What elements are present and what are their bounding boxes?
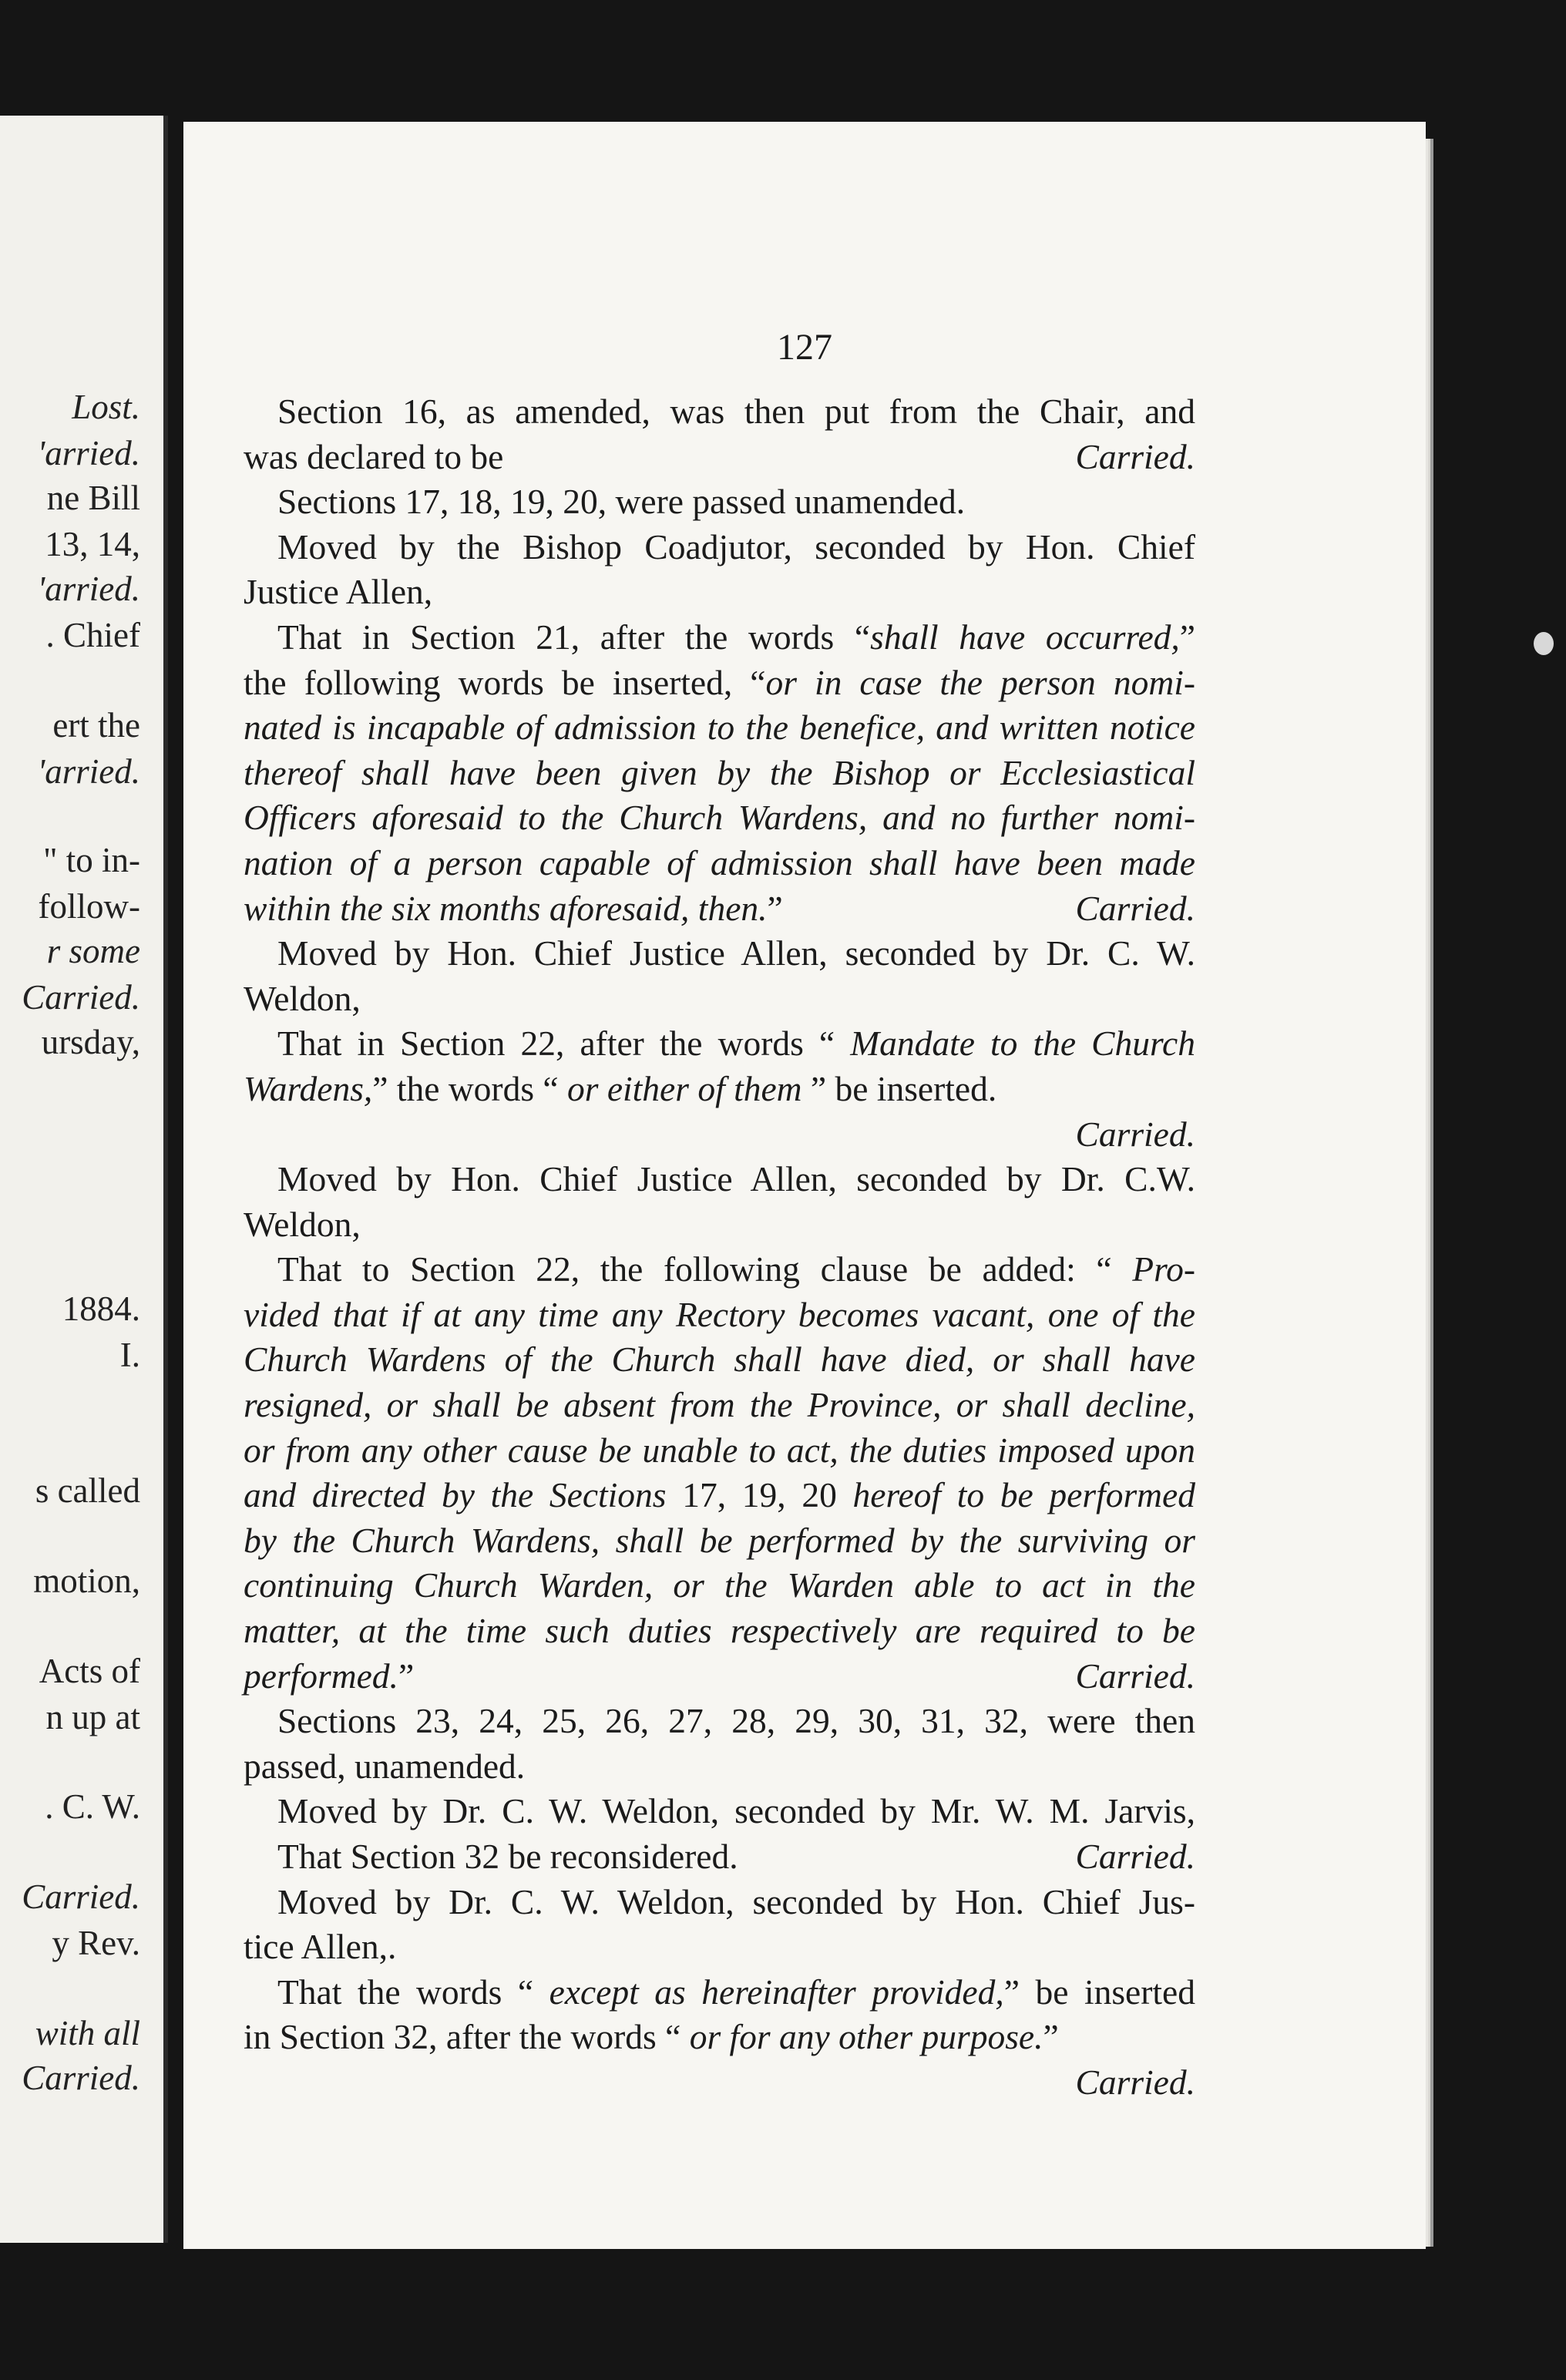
text-run: Sections 17, 18, 19, 20, were passed unamended. [277, 482, 966, 522]
text-run: Justice Allen, [244, 572, 433, 612]
facing-page [0, 116, 168, 2243]
scan-speck [1534, 632, 1554, 655]
text-line [244, 1157, 1195, 1202]
quoted-text: or from any other cause be unable to act, the duties imposed upon [244, 1430, 1195, 1470]
carried-label: Carried. [1075, 436, 1195, 476]
facing-page-line: " to in- [43, 841, 140, 879]
page-body [244, 389, 1195, 2106]
facing-page-line: ursday, [41, 1023, 140, 1061]
quoted-text: hereof to be performed [836, 1475, 1195, 1515]
text-line [244, 1383, 1195, 1428]
facing-page-line: Carried. [22, 1877, 140, 1916]
text-line [244, 615, 1195, 661]
facing-page-line: s called [35, 1471, 140, 1510]
text-run: Moved by Dr. C. W. Weldon, seconded by Mr. W. M. Jarvis, [277, 1791, 1195, 1831]
quoted-text: or either of them [566, 1068, 802, 1108]
text-run: Weldon, [244, 1204, 361, 1244]
text-line [244, 841, 1195, 886]
carried-label: Carried. [1075, 2062, 1195, 2102]
facing-page-line: ert the [52, 706, 140, 745]
text-run: ” [1179, 617, 1195, 657]
text-line [244, 705, 1195, 751]
facing-page-line: Lost. [72, 388, 140, 426]
text-run: the following words be inserted, “ [244, 662, 766, 702]
quoted-text: nation of a person capable of admission shall have been made [244, 842, 1195, 882]
text-run: passed, unamended. [244, 1746, 526, 1786]
text-line [244, 931, 1195, 977]
text-line [244, 751, 1195, 796]
text-line [244, 1970, 1195, 2015]
facing-page-line: 13, 14, [45, 525, 140, 563]
text-run: That to Section 22, the following clause be added: “ [277, 1249, 1133, 1289]
text-run: That Section 32 be reconsidered. [277, 1837, 738, 1876]
quoted-text: vided that if at any time any Rectory becomes vacant, one of the [244, 1294, 1195, 1334]
quoted-text: continuing Church Warden, or the Warden able to act in the [244, 1565, 1195, 1605]
text-run: tice Allen,. [244, 1927, 397, 1967]
facing-page-line: y Rev. [52, 1924, 140, 1962]
text-line [244, 389, 1195, 435]
facing-page-line: I. [119, 1336, 140, 1374]
text-run: ” the words “ [372, 1068, 567, 1108]
facing-page-line: Carried. [22, 2059, 140, 2097]
text-line [244, 1337, 1195, 1383]
text-line [244, 661, 1195, 706]
text-run: in Section 32, after the words “ [244, 2017, 690, 2057]
text-line [244, 1880, 1195, 1925]
quoted-text: resigned, or shall be absent from the Province, or shall decline, [244, 1385, 1195, 1425]
facing-page-line: n up at [45, 1698, 140, 1736]
text-run: ” be inserted [1003, 1972, 1195, 2012]
quoted-text: matter, at the time such duties respectively are required to be [244, 1611, 1195, 1651]
text-line [244, 1067, 1195, 1112]
text-line [244, 1654, 1195, 1699]
text-line [244, 435, 1195, 480]
text-line [244, 1699, 1195, 1744]
text-line [244, 570, 1195, 615]
carried-label: Carried. [1075, 1837, 1195, 1876]
text-line [244, 1609, 1195, 1654]
quoted-text: or for any other purpose. [689, 2017, 1043, 2057]
quoted-text: shall have occurred, [870, 617, 1180, 657]
text-run: That the words “ [277, 1972, 549, 2012]
quoted-text: performed. [244, 1656, 398, 1696]
carried-label: Carried. [1075, 1114, 1195, 1154]
text-line [244, 1247, 1195, 1293]
text-line [244, 525, 1195, 570]
facing-page-line: Carried. [22, 978, 140, 1017]
text-line [244, 886, 1195, 932]
text-line [244, 1925, 1195, 1970]
text-line [244, 2015, 1195, 2060]
carried-label: Carried. [1075, 888, 1195, 928]
text-line [244, 1744, 1195, 1790]
text-run: Sections 23, 24, 25, 26, 27, 28, 29, 30, 31, 32, were then [277, 1701, 1195, 1741]
quoted-text: nated is incapable of admission to the benefice, and written notice [244, 708, 1195, 748]
text-line [244, 1202, 1195, 1248]
facing-page-line: 'arried. [37, 570, 140, 608]
page-number: 127 [777, 327, 832, 368]
quoted-text: except as hereinafter provided, [549, 1972, 1004, 2012]
text-run: ” [767, 888, 783, 928]
text-run: ” be inserted. [801, 1068, 997, 1108]
quoted-text: by the Church Wardens, shall be performed by the surviving or [244, 1520, 1195, 1560]
text-line [244, 1293, 1195, 1338]
facing-page-line: ne Bill [46, 479, 140, 517]
text-run: Moved by Dr. C. W. Weldon, seconded by Hon. Chief Jus- [277, 1881, 1195, 1921]
text-line [244, 1021, 1195, 1067]
text-run: Moved by Hon. Chief Justice Allen, seconded by Dr. C.W. [277, 1159, 1195, 1199]
text-run: Moved by the Bishop Coadjutor, seconded by Hon. Chief [277, 526, 1195, 566]
facing-page-line: follow- [38, 887, 140, 926]
quoted-text: Pro- [1132, 1249, 1195, 1289]
facing-page-line: . C. W. [45, 1787, 140, 1826]
text-run: ” [1043, 2017, 1059, 2057]
quoted-text: Wardens, [244, 1068, 373, 1108]
text-line [244, 1112, 1195, 1158]
facing-page-line: . Chief [45, 616, 140, 654]
facing-page-line: Acts of [39, 1652, 140, 1690]
text-line [244, 1563, 1195, 1609]
text-run: 17, 19, 20 [682, 1475, 837, 1515]
quoted-text: within the six months aforesaid, then. [244, 888, 768, 928]
text-line [244, 2060, 1195, 2106]
text-line [244, 1473, 1195, 1518]
text-line [244, 795, 1195, 841]
quoted-text: or in case the person nomi- [765, 662, 1195, 702]
text-run: was declared to be [244, 436, 504, 476]
text-line [244, 1428, 1195, 1474]
text-run: Weldon, [244, 978, 361, 1018]
carried-label: Carried. [1075, 1656, 1195, 1696]
text-line [244, 1789, 1195, 1834]
text-line [244, 1518, 1195, 1564]
quoted-text: thereof shall have been given by the Bishop or Ecclesiastical [244, 752, 1195, 792]
text-line [244, 479, 1195, 525]
facing-page-line: r some [46, 932, 140, 970]
text-line [244, 977, 1195, 1022]
text-run: That in Section 21, after the words “ [277, 617, 871, 657]
quoted-text: Officers aforesaid to the Church Wardens, and no further nomi- [244, 798, 1195, 838]
facing-page-line: 'arried. [37, 752, 140, 791]
facing-page-line: 1884. [62, 1289, 140, 1328]
quoted-text: Mandate to the Church [850, 1024, 1195, 1064]
facing-page-line: with all [35, 2014, 140, 2052]
facing-page-line: motion, [33, 1561, 140, 1600]
quoted-text: Church Wardens of the Church shall have died, or shall have [244, 1340, 1195, 1380]
text-run: Section 16, as amended, was then put from the Chair, and [277, 392, 1195, 431]
facing-page-line: 'arried. [37, 434, 140, 472]
text-run: That in Section 22, after the words “ [277, 1024, 851, 1064]
text-run: Moved by Hon. Chief Justice Allen, seconded by Dr. C. W. [277, 933, 1195, 973]
quoted-text: and directed by the Sections [244, 1475, 683, 1515]
text-run: ” [398, 1656, 415, 1696]
text-line [244, 1834, 1195, 1880]
